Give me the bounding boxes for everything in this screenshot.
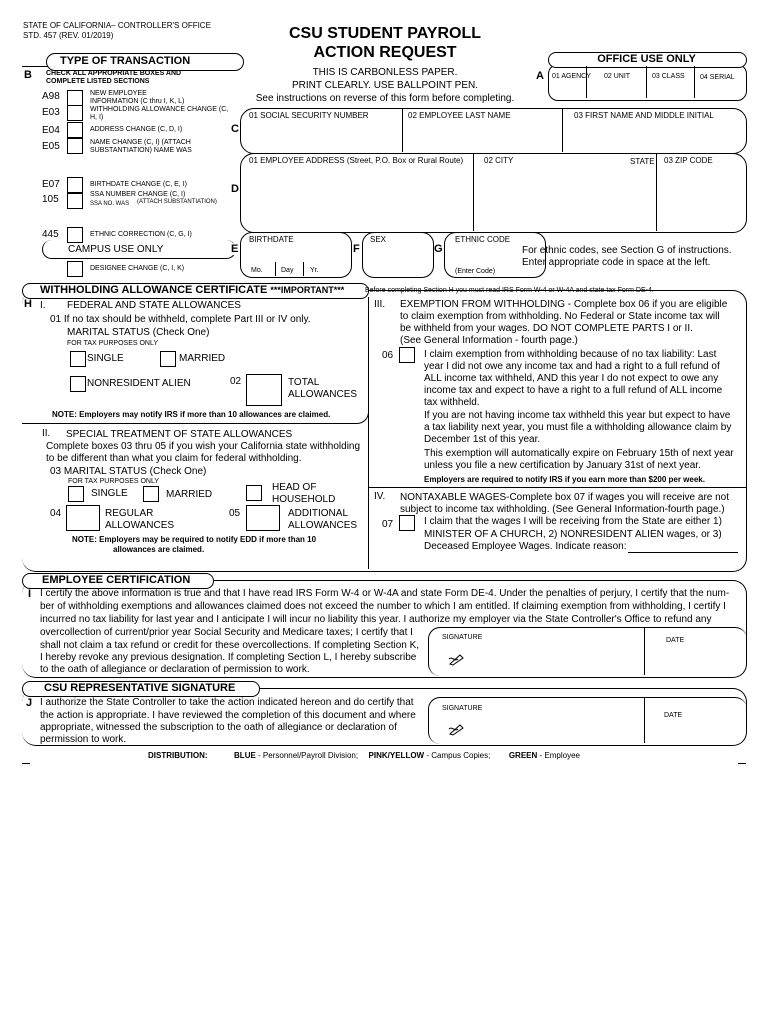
- code-e05: E05: [42, 141, 60, 152]
- part-ii-num04: 04: [50, 508, 62, 519]
- e04-checkbox[interactable]: [67, 122, 83, 138]
- part-iii-claim-4: tax withheld.: [424, 397, 480, 408]
- part-iii-line3: be withheld from your wages. DO NOT COMPLETE PARTS I or II.: [400, 323, 693, 334]
- campus-use-label: CAMPUS USE ONLY: [68, 244, 164, 255]
- part-i-title: FEDERAL AND STATE ALLOWANCES: [67, 300, 241, 311]
- form-title-line2: ACTION REQUEST: [313, 44, 457, 61]
- cert-line-5: I hereby revoke any previous designation. If completing Section L, I hereby subscribe: [40, 652, 417, 663]
- withholding-title-line: [40, 284, 344, 297]
- regular-label-1: REGULAR: [105, 508, 154, 519]
- office-serial-field[interactable]: 04 SERIAL: [700, 74, 735, 81]
- regular-label-2: ALLOWANCES: [105, 520, 175, 531]
- office-class-field[interactable]: 03 CLASS: [652, 73, 685, 80]
- section-g-letter: G: [434, 243, 443, 255]
- code-445: 445: [42, 229, 59, 240]
- hoh-label-2: HOUSEHOLD: [272, 494, 336, 505]
- nontaxable-07-checkbox[interactable]: [399, 515, 415, 531]
- attach-substantiation-label: (ATTACH SUBSTANTIATION): [137, 199, 217, 205]
- part-ii-num: II.: [42, 428, 51, 439]
- exemption-06-checkbox[interactable]: [399, 347, 415, 363]
- regular-allowances-box[interactable]: [66, 505, 100, 531]
- part-ii-married-label: MARRIED: [166, 489, 213, 500]
- total-allowances-box[interactable]: [246, 374, 282, 406]
- cert-line-1: ber of withholding exemptions and allowances claimed does not exceed the number to which I am entitled. If claiming exemption from withholding, I certify I: [40, 601, 726, 612]
- part-i-married-label: MARRIED: [179, 353, 226, 364]
- csu-signature-label: SIGNATURE: [442, 705, 483, 712]
- code-105: 105: [42, 194, 59, 205]
- sex-field[interactable]: SEX: [370, 235, 387, 244]
- cert-line-6: to the oath of allegiance or declaration of permission to work.: [40, 664, 310, 675]
- cert-line-0: I certify the above information is true and that I have read IRS Form W-4 or W-4A and state Form DE-4. Under the penalties of perjury, I certify that the num-: [40, 588, 730, 599]
- part-i-nonresident-label: NONRESIDENT ALIEN: [87, 378, 191, 389]
- a98-desc: NEW EMPLOYEE INFORMATION (C thru I, K, L): [90, 90, 185, 105]
- ethnic-desc: ETHNIC CORRECTION (C, G, I): [90, 231, 192, 238]
- part-iii-claim-7: December 1st of this year.: [424, 434, 541, 445]
- part-iii-claim-9: unless you file a new certification by January 31st of next year.: [424, 460, 701, 471]
- city-field[interactable]: 02 CITY: [484, 156, 514, 165]
- part-ii-line1: Complete boxes 03 thru 05 if you wish your California state withholding: [46, 441, 361, 452]
- birth-day-field[interactable]: Day: [281, 267, 294, 274]
- part-iii-line2: to claim exemption from withholding. No Federal or State income tax will: [400, 311, 720, 322]
- designee-checkbox[interactable]: [67, 261, 83, 277]
- e07-desc: BIRTHDATE CHANGE (C, E, I): [90, 181, 187, 188]
- part-ii-note-1: NOTE: Employers may be required to notify EDD if more than 10: [72, 535, 317, 544]
- a98-checkbox[interactable]: [67, 90, 83, 106]
- part-iv-line2: subject to income tax withholding. (See General Information-fourth page.): [400, 504, 725, 515]
- part-i-for-tax: FOR TAX PURPOSES ONLY: [67, 340, 159, 347]
- office-unit-field[interactable]: 02 UNIT: [604, 73, 631, 80]
- part-i-nonresident-checkbox[interactable]: [70, 376, 86, 392]
- total-label-2: ALLOWANCES: [288, 389, 358, 400]
- additional-label-1: ADDITIONAL: [288, 508, 349, 519]
- part-iv-num: IV.: [374, 491, 386, 502]
- part-iii-claim-0: I claim exemption from withholding because of no tax liability: Last: [424, 349, 717, 360]
- part-ii-for-tax: FOR TAX PURPOSES ONLY: [68, 478, 160, 485]
- distribution-pink: PINK/YELLOW: [368, 751, 425, 760]
- csu-line-1: the action is appropriate. I have reviewed the completion of this document and where: [40, 710, 416, 721]
- distribution-label: DISTRIBUTION:: [148, 751, 208, 760]
- ssn-field[interactable]: 01 SOCIAL SECURITY NUMBER: [249, 111, 369, 120]
- instructions-note: See instructions on reverse of this form before completing.: [255, 93, 515, 104]
- part-iii-claim-8: This exemption will automatically expire on February 15th of next year: [424, 448, 734, 459]
- csu-line-3: permission to work.: [40, 734, 127, 745]
- part-ii-marital: 03 MARITAL STATUS (Check One): [50, 466, 207, 477]
- cert-line-4: shall not claim a tax refund or credit for these overcollections. If completing Section K,: [40, 640, 420, 651]
- state-field[interactable]: STATE: [630, 157, 655, 166]
- important-label: ***IMPORTANT***: [270, 285, 345, 295]
- part-ii-title: SPECIAL TREATMENT OF STATE ALLOWANCES: [66, 429, 293, 440]
- part-ii-num05: 05: [229, 508, 241, 519]
- csu-rep-title: CSU REPRESENTATIVE SIGNATURE: [44, 682, 236, 694]
- e05-desc: NAME CHANGE (C, I) (ATTACH SUBSTANTIATION) NAME WAS: [90, 139, 192, 154]
- cert-line-3: overcollection of current/prior year Social Security and Medicare taxes; I certify that I: [40, 627, 413, 638]
- part-iii-line4: (See General Information - fourth page.): [400, 335, 578, 346]
- section-i-letter: I: [28, 588, 32, 600]
- ssa-was-label: SSA NO. WAS: [90, 201, 130, 207]
- ssa-105-checkbox[interactable]: [67, 193, 83, 209]
- ethnic-code-field[interactable]: ETHNIC CODE: [455, 235, 511, 244]
- ssa-desc: SSA NUMBER CHANGE (C, I): [90, 191, 186, 198]
- e03-desc: WITHHOLDING ALLOWANCE CHANGE (C, H, I): [90, 106, 229, 121]
- zip-field[interactable]: 03 ZIP CODE: [664, 156, 713, 165]
- e07-checkbox[interactable]: [67, 177, 83, 193]
- pen-icon: [448, 722, 466, 736]
- address-field[interactable]: 01 EMPLOYEE ADDRESS (Street, P.O. Box or Rural Route): [249, 156, 464, 165]
- additional-allowances-box[interactable]: [246, 505, 280, 531]
- print-clearly-note: PRINT CLEARLY. USE BALLPOINT PEN.: [292, 80, 478, 91]
- section-f-letter: F: [353, 243, 360, 255]
- part-iii-employers-note: Employers are required to notify IRS if you earn more than $200 per week.: [424, 475, 705, 484]
- birth-month-field[interactable]: Mo.: [251, 267, 263, 274]
- section-b-letter: B: [24, 69, 32, 81]
- birthdate-label: BIRTHDATE: [249, 235, 294, 244]
- part-iv-claim-2: Deceased Employee Wages. Indicate reason:: [424, 541, 627, 552]
- important-note: Before completing Section H you must read IRS Form W-4 or W-4A and state tax Form DE-4.: [365, 287, 654, 294]
- csu-line-2: appropriate, witnessed the subscription to the oath of allegiance or declaration of: [40, 722, 397, 733]
- office-agency-field[interactable]: 01 AGENCY: [552, 73, 591, 80]
- enter-code-label: (Enter Code): [455, 268, 496, 275]
- ethnic-note-2: Enter appropriate code in space at the left.: [522, 257, 711, 268]
- certification-title: EMPLOYEE CERTIFICATION: [42, 574, 191, 586]
- section-h-letter: H: [24, 298, 32, 310]
- total-label-1: TOTAL: [288, 377, 320, 388]
- section-d-letter: D: [231, 183, 239, 195]
- e05-checkbox[interactable]: [67, 138, 83, 154]
- distribution-pink-text: - Campus Copies;: [424, 751, 491, 760]
- part-iii-claim-6: a tax liability next year, you must file a withholding allowance claim by: [424, 422, 732, 433]
- transaction-instruction: CHECK ALL APPROPRIATE BOXES AND COMPLETE LISTED SECTIONS: [46, 70, 182, 85]
- part-ii-note-2: allowances are claimed.: [113, 545, 205, 554]
- agency-header: STATE OF CALIFORNIA– CONTROLLER'S OFFICE: [23, 21, 211, 30]
- ethnic-note-1: For ethnic codes, see Section G of instructions.: [522, 245, 732, 256]
- part-i-married-checkbox[interactable]: [160, 351, 176, 367]
- part-i-single-label: SINGLE: [87, 353, 124, 364]
- part-iii-claim-5: If you are not having income tax withheld this year but expect to have: [424, 410, 731, 421]
- part-ii-married-checkbox[interactable]: [143, 486, 159, 502]
- section-a-letter: A: [536, 70, 544, 82]
- distribution-green: GREEN: [508, 751, 538, 760]
- distribution-green-text: - Employee: [537, 751, 580, 760]
- part-i-single-checkbox[interactable]: [70, 351, 86, 367]
- cert-line-2: incurred no tax liability for last year and I anticipate I will incur no liability this year. I authorize my employer via the State Controller's Office to refund any: [40, 614, 712, 625]
- last-name-field[interactable]: 02 EMPLOYEE LAST NAME: [408, 111, 511, 120]
- part-i-note: NOTE: Employers may notify IRS if more than 10 allowances are claimed.: [52, 410, 331, 419]
- additional-label-2: ALLOWANCES: [288, 520, 358, 531]
- distribution-line: [148, 751, 580, 760]
- type-of-transaction-title: TYPE OF TRANSACTION: [60, 55, 191, 67]
- hoh-label-1: HEAD OF: [272, 482, 317, 493]
- withholding-title: WITHHOLDING ALLOWANCE CERTIFICATE: [40, 284, 268, 296]
- employee-signature-label: SIGNATURE: [442, 634, 483, 641]
- designee-desc: DESIGNEE CHANGE (C, I, K): [90, 265, 185, 272]
- part-iv-claim-0: I claim that the wages I will be receiving from the State are either 1): [424, 516, 722, 527]
- part-iii-claim-2: ALL income tax withheld, AND this year I do not expect to owe any: [424, 373, 719, 384]
- section-d-box: [240, 153, 747, 233]
- code-a98: A98: [42, 91, 60, 102]
- part-ii-hoh-checkbox[interactable]: [246, 485, 262, 501]
- part-iii-line1: EXEMPTION FROM WITHHOLDING - Complete box 06 if you are eligible: [400, 299, 728, 310]
- part-iii-claim-1: year I did not owe any income tax and had a right to a full refund of: [424, 361, 720, 372]
- part-iii-num: III.: [374, 299, 386, 310]
- csu-date-field[interactable]: DATE: [664, 712, 683, 719]
- part-iv-claim-1: MINISTER OF A CHURCH, 2) NONRESIDENT ALIEN wages, or 3): [424, 529, 722, 540]
- section-j-letter: J: [26, 697, 33, 709]
- first-name-field[interactable]: 03 FIRST NAME AND MIDDLE INITIAL: [574, 111, 714, 120]
- e04-desc: ADDRESS CHANGE (C, D, I): [90, 126, 183, 133]
- birth-year-field[interactable]: Yr.: [310, 267, 319, 274]
- part-i-marital: MARITAL STATUS (Check One): [67, 327, 210, 338]
- carbonless-note: THIS IS CARBONLESS PAPER.: [312, 67, 458, 78]
- form-title-line1: CSU STUDENT PAYROLL: [288, 25, 481, 42]
- pen-icon: [448, 652, 466, 666]
- code-e03: E03: [42, 107, 60, 118]
- part-ii-single-checkbox[interactable]: [68, 486, 84, 502]
- part-i-num: I.: [40, 300, 46, 311]
- part-i-item01: 01 If no tax should be withheld, complete Part III or IV only.: [50, 314, 311, 325]
- e03-checkbox[interactable]: [67, 105, 83, 121]
- part-iv-num07: 07: [382, 519, 394, 530]
- reason-input-line[interactable]: [628, 552, 738, 553]
- part-iii-claim-3: income tax and expect to have a right to a full refund of ALL income: [424, 385, 723, 396]
- employee-date-field[interactable]: DATE: [666, 637, 685, 644]
- section-c-letter: C: [231, 123, 239, 135]
- distribution-blue-text: - Personnel/Payroll Division;: [255, 751, 359, 760]
- code-e04: E04: [42, 125, 60, 136]
- part-ii-single-label: SINGLE: [91, 488, 128, 499]
- code-e07: E07: [42, 179, 60, 190]
- part-ii-line2: to be different than what you claim for federal withholding.: [46, 453, 302, 464]
- office-use-title: OFFICE USE ONLY: [597, 53, 696, 65]
- office-use-section: [548, 64, 747, 101]
- distribution-blue: BLUE: [234, 751, 256, 760]
- part-iv-line1: NONTAXABLE WAGES-Complete box 07 if wages you will receive are not: [400, 492, 730, 503]
- section-e-letter: E: [231, 243, 239, 255]
- csu-line-0: I authorize the State Controller to take the action indicated hereon and do certify that: [40, 697, 414, 708]
- form-number: STD. 457 (REV. 01/2019): [23, 31, 114, 40]
- part-iii-num06: 06: [382, 350, 394, 361]
- part-i-num02: 02: [230, 376, 242, 387]
